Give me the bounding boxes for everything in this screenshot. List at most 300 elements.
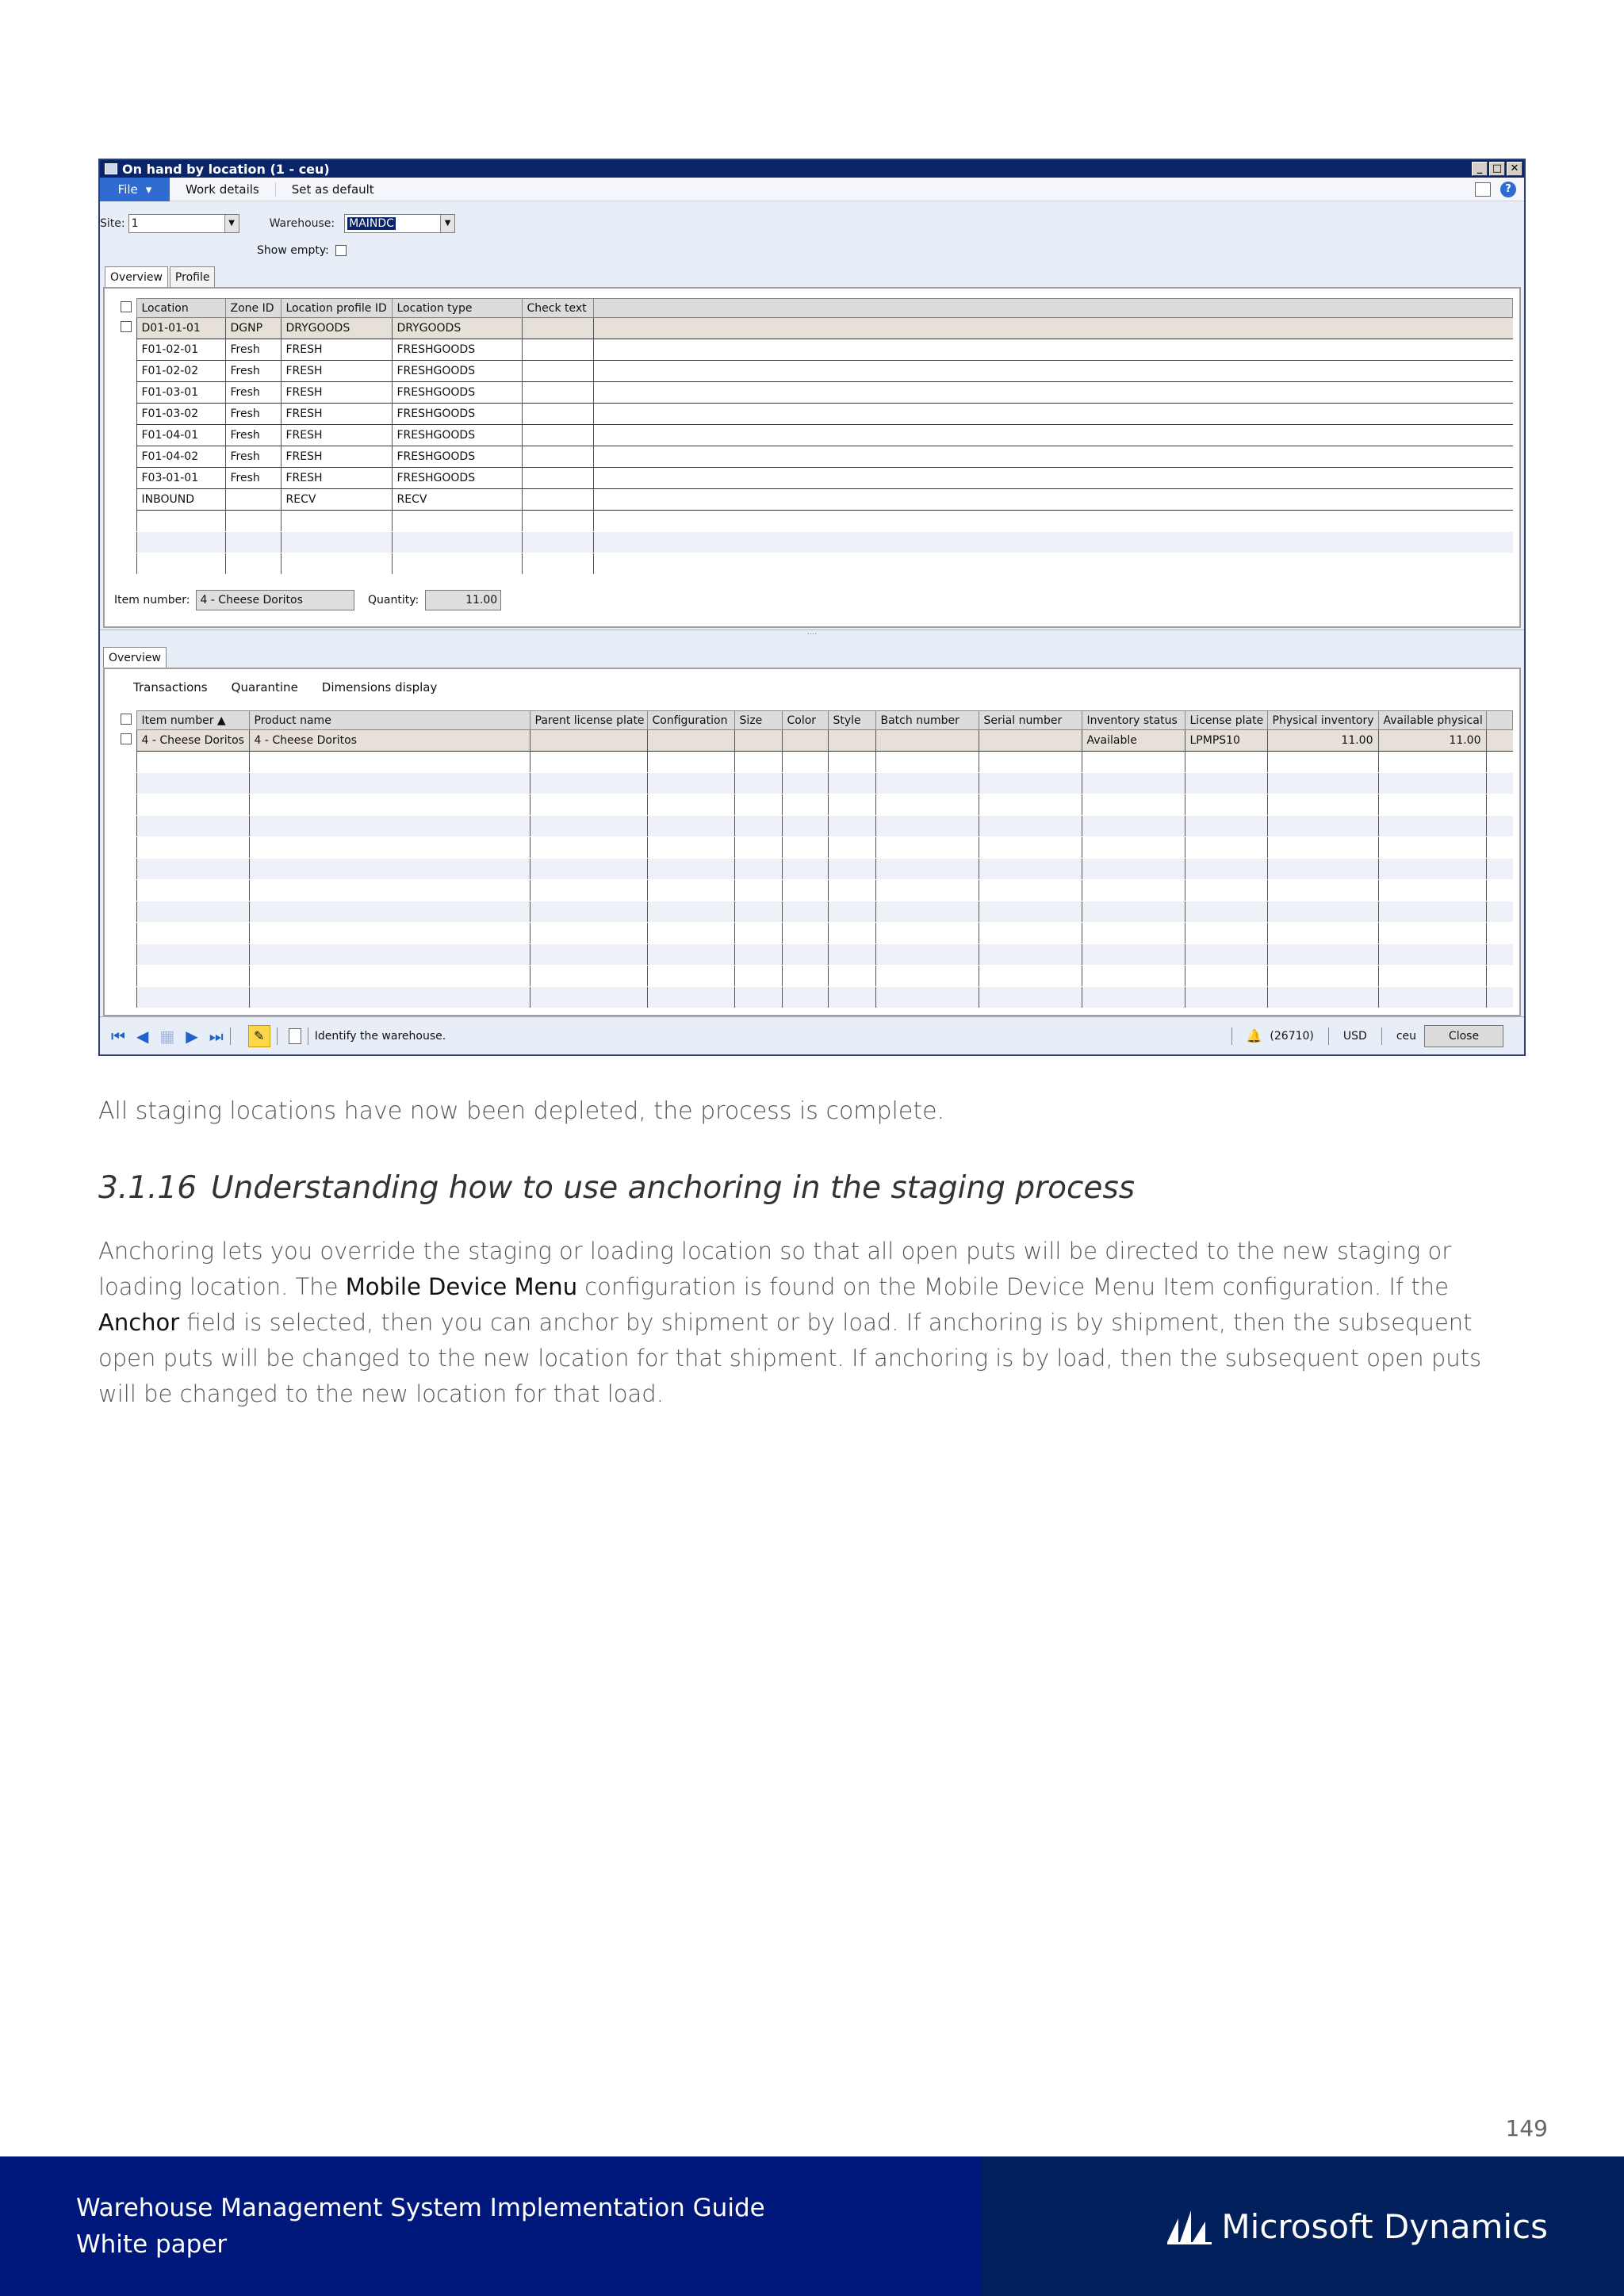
table-cell[interactable] <box>875 837 979 859</box>
table-cell[interactable]: FRESHGOODS <box>392 339 522 361</box>
maximize-icon[interactable]: □ <box>1489 162 1505 176</box>
table-cell[interactable] <box>136 944 249 966</box>
table-cell[interactable] <box>979 794 1082 816</box>
table-cell[interactable]: F01-02-02 <box>136 361 225 382</box>
table-cell[interactable] <box>828 923 875 944</box>
table-cell[interactable] <box>281 511 392 532</box>
table-cell[interactable]: FRESHGOODS <box>392 404 522 425</box>
table-cell[interactable]: LPMPS10 <box>1185 730 1267 752</box>
table-cell[interactable] <box>1378 901 1486 923</box>
table-cell[interactable] <box>136 966 249 987</box>
table-cell[interactable] <box>1378 794 1486 816</box>
table-cell[interactable]: FRESH <box>281 339 392 361</box>
table-cell[interactable]: 4 - Cheese Doritos <box>249 730 530 752</box>
table-cell[interactable] <box>522 361 593 382</box>
table-cell[interactable] <box>530 901 647 923</box>
table-cell[interactable]: FRESHGOODS <box>392 446 522 468</box>
table-cell[interactable] <box>530 773 647 794</box>
table-cell[interactable] <box>828 901 875 923</box>
table-row[interactable] <box>116 730 1513 752</box>
next-record-icon[interactable]: ▶ <box>186 1026 198 1046</box>
table-cell[interactable] <box>875 816 979 837</box>
table-cell[interactable] <box>647 816 734 837</box>
table-cell[interactable] <box>734 880 782 901</box>
table-cell[interactable] <box>875 752 979 773</box>
column-header[interactable]: Location type <box>392 299 522 318</box>
table-cell[interactable] <box>1378 966 1486 987</box>
table-cell[interactable] <box>1267 901 1378 923</box>
table-cell[interactable]: 4 - Cheese Doritos <box>136 730 249 752</box>
bell-icon[interactable]: 🔔 <box>1246 1028 1262 1043</box>
column-header[interactable]: Inventory status <box>1082 711 1185 730</box>
table-cell[interactable]: F01-04-01 <box>136 425 225 446</box>
table-row[interactable] <box>116 489 1513 511</box>
table-cell[interactable] <box>225 532 281 553</box>
table-cell[interactable] <box>1267 752 1378 773</box>
table-cell[interactable]: F01-03-01 <box>136 382 225 404</box>
table-cell[interactable]: FRESH <box>281 404 392 425</box>
table-cell[interactable] <box>1267 923 1378 944</box>
table-cell[interactable]: Fresh <box>225 425 281 446</box>
table-cell[interactable] <box>828 880 875 901</box>
grid-view-icon[interactable]: ▦ <box>159 1026 175 1046</box>
table-cell[interactable]: FRESHGOODS <box>392 382 522 404</box>
table-cell[interactable]: 11.00 <box>1378 730 1486 752</box>
table-cell[interactable]: FRESH <box>281 361 392 382</box>
table-cell[interactable] <box>647 901 734 923</box>
table-cell[interactable] <box>734 773 782 794</box>
table-cell[interactable] <box>828 987 875 1008</box>
table-cell[interactable] <box>979 773 1082 794</box>
table-cell[interactable] <box>1082 901 1185 923</box>
table-cell[interactable]: FRESHGOODS <box>392 425 522 446</box>
table-cell[interactable]: Fresh <box>225 382 281 404</box>
table-cell[interactable] <box>1378 923 1486 944</box>
table-cell[interactable] <box>1378 880 1486 901</box>
table-cell[interactable]: F01-03-02 <box>136 404 225 425</box>
table-cell[interactable] <box>522 446 593 468</box>
tab-overview[interactable]: Overview <box>105 266 168 287</box>
dropdown-arrow-icon[interactable]: ▼ <box>224 215 239 232</box>
table-cell[interactable] <box>647 752 734 773</box>
table-cell[interactable] <box>1267 944 1378 966</box>
last-record-icon[interactable]: ⏭ <box>209 1026 224 1046</box>
table-cell[interactable] <box>249 944 530 966</box>
table-cell[interactable] <box>734 859 782 880</box>
table-cell[interactable] <box>734 966 782 987</box>
help-icon[interactable]: ? <box>1500 182 1516 197</box>
table-cell[interactable]: DRYGOODS <box>392 318 522 339</box>
previous-record-icon[interactable]: ◀ <box>136 1026 149 1046</box>
table-row[interactable] <box>116 339 1513 361</box>
table-cell[interactable] <box>1082 816 1185 837</box>
quarantine-button[interactable]: Quarantine <box>231 680 298 695</box>
table-cell[interactable] <box>522 553 593 575</box>
table-cell[interactable] <box>979 901 1082 923</box>
column-header[interactable]: Available physical <box>1378 711 1486 730</box>
table-cell[interactable]: FRESH <box>281 446 392 468</box>
table-cell[interactable] <box>1267 987 1378 1008</box>
table-cell[interactable] <box>734 730 782 752</box>
table-cell[interactable] <box>782 816 828 837</box>
table-cell[interactable] <box>1082 794 1185 816</box>
table-cell[interactable] <box>828 944 875 966</box>
table-cell[interactable] <box>875 923 979 944</box>
column-header[interactable]: Serial number <box>979 711 1082 730</box>
table-cell[interactable]: FRESHGOODS <box>392 361 522 382</box>
file-menu-button[interactable]: File ▾ <box>100 178 170 201</box>
table-cell[interactable] <box>1185 859 1267 880</box>
table-cell[interactable]: DGNP <box>225 318 281 339</box>
tab-profile[interactable]: Profile <box>170 266 216 287</box>
table-cell[interactable] <box>522 468 593 489</box>
table-cell[interactable] <box>136 837 249 859</box>
table-row[interactable] <box>116 425 1513 446</box>
table-cell[interactable] <box>782 966 828 987</box>
table-cell[interactable] <box>782 880 828 901</box>
table-cell[interactable] <box>1378 837 1486 859</box>
table-cell[interactable] <box>782 794 828 816</box>
table-cell[interactable] <box>249 837 530 859</box>
table-cell[interactable] <box>530 816 647 837</box>
table-cell[interactable] <box>530 859 647 880</box>
layout-icon[interactable] <box>1475 182 1491 197</box>
table-cell[interactable] <box>136 532 225 553</box>
table-cell[interactable] <box>530 837 647 859</box>
table-cell[interactable] <box>1267 816 1378 837</box>
table-cell[interactable] <box>782 773 828 794</box>
select-all-checkbox-cell[interactable] <box>116 711 136 730</box>
table-cell[interactable] <box>782 859 828 880</box>
footer-title-band <box>0 2156 982 2296</box>
table-cell[interactable] <box>392 511 522 532</box>
column-header[interactable]: Configuration <box>647 711 734 730</box>
table-cell[interactable] <box>1082 987 1185 1008</box>
table-cell[interactable] <box>1185 901 1267 923</box>
column-header[interactable]: Zone ID <box>225 299 281 318</box>
column-header[interactable]: Physical inventory <box>1267 711 1378 730</box>
table-cell[interactable] <box>828 837 875 859</box>
table-cell[interactable] <box>647 987 734 1008</box>
table-cell[interactable]: RECV <box>281 489 392 511</box>
table-cell[interactable] <box>647 923 734 944</box>
table-cell[interactable] <box>530 987 647 1008</box>
table-cell[interactable] <box>875 880 979 901</box>
table-cell[interactable] <box>782 944 828 966</box>
column-header[interactable]: Item number ▲ <box>136 711 249 730</box>
table-cell[interactable]: Available <box>1082 730 1185 752</box>
table-cell[interactable] <box>979 944 1082 966</box>
warehouse-select[interactable]: MAINDC ▼ <box>344 214 455 233</box>
table-row[interactable] <box>116 446 1513 468</box>
table-cell[interactable] <box>647 880 734 901</box>
table-cell[interactable] <box>249 773 530 794</box>
table-cell[interactable] <box>782 901 828 923</box>
column-header[interactable]: Size <box>734 711 782 730</box>
table-cell[interactable] <box>1378 987 1486 1008</box>
table-cell[interactable] <box>828 794 875 816</box>
table-cell[interactable] <box>1082 966 1185 987</box>
column-header[interactable]: Check text <box>522 299 593 318</box>
table-cell[interactable] <box>875 773 979 794</box>
table-cell[interactable] <box>828 752 875 773</box>
table-cell[interactable] <box>782 923 828 944</box>
table-cell[interactable] <box>1378 944 1486 966</box>
table-cell[interactable] <box>1378 816 1486 837</box>
table-cell[interactable] <box>647 837 734 859</box>
table-cell[interactable]: FRESHGOODS <box>392 468 522 489</box>
table-cell[interactable] <box>647 730 734 752</box>
table-cell[interactable] <box>392 532 522 553</box>
table-cell[interactable] <box>1082 880 1185 901</box>
table-cell[interactable]: D01-01-01 <box>136 318 225 339</box>
table-cell[interactable] <box>1185 987 1267 1008</box>
table-cell[interactable] <box>734 923 782 944</box>
table-cell[interactable] <box>249 859 530 880</box>
table-cell[interactable] <box>647 944 734 966</box>
table-cell[interactable] <box>1378 773 1486 794</box>
attachment-icon[interactable] <box>289 1028 301 1044</box>
select-all-checkbox[interactable] <box>121 714 132 725</box>
table-cell[interactable] <box>530 923 647 944</box>
table-cell[interactable] <box>734 752 782 773</box>
table-cell[interactable] <box>136 752 249 773</box>
minimize-icon[interactable]: _ <box>1472 162 1488 176</box>
table-cell[interactable] <box>522 425 593 446</box>
table-cell[interactable]: DRYGOODS <box>281 318 392 339</box>
column-header[interactable]: Location profile ID <box>281 299 392 318</box>
table-cell[interactable] <box>1082 923 1185 944</box>
table-row[interactable] <box>116 361 1513 382</box>
table-cell[interactable] <box>530 966 647 987</box>
table-cell[interactable] <box>734 901 782 923</box>
table-cell[interactable] <box>225 489 281 511</box>
table-cell[interactable] <box>530 752 647 773</box>
table-cell[interactable] <box>734 794 782 816</box>
table-cell[interactable]: INBOUND <box>136 489 225 511</box>
table-cell[interactable] <box>1267 880 1378 901</box>
table-cell[interactable] <box>1267 773 1378 794</box>
table-cell[interactable]: FRESH <box>281 382 392 404</box>
table-cell[interactable] <box>249 966 530 987</box>
table-cell[interactable] <box>979 752 1082 773</box>
table-cell[interactable]: Fresh <box>225 339 281 361</box>
table-cell[interactable] <box>979 816 1082 837</box>
table-cell[interactable] <box>530 880 647 901</box>
table-cell[interactable] <box>647 794 734 816</box>
table-row[interactable] <box>116 318 1513 339</box>
table-cell[interactable] <box>522 511 593 532</box>
table-cell[interactable] <box>1185 816 1267 837</box>
table-cell[interactable] <box>530 794 647 816</box>
column-header[interactable]: Style <box>828 711 875 730</box>
close-icon[interactable]: ✕ <box>1507 162 1522 176</box>
currency-indicator[interactable]: USD <box>1342 1029 1367 1043</box>
work-details-button[interactable]: Work details <box>170 182 276 197</box>
table-cell[interactable] <box>782 752 828 773</box>
table-cell[interactable] <box>249 752 530 773</box>
column-header[interactable]: Product name <box>249 711 530 730</box>
column-header[interactable]: Location <box>136 299 225 318</box>
table-cell[interactable] <box>249 987 530 1008</box>
alerts-count[interactable]: (26710) <box>1270 1029 1314 1043</box>
table-cell[interactable] <box>522 404 593 425</box>
first-record-icon[interactable]: ⏮ <box>111 1026 125 1046</box>
table-cell[interactable] <box>1267 966 1378 987</box>
dropdown-arrow-icon[interactable]: ▼ <box>440 215 454 232</box>
table-cell[interactable] <box>249 923 530 944</box>
table-cell[interactable] <box>1185 923 1267 944</box>
table-cell[interactable]: RECV <box>392 489 522 511</box>
table-cell[interactable] <box>522 339 593 361</box>
table-cell[interactable] <box>136 859 249 880</box>
table-cell[interactable] <box>979 880 1082 901</box>
table-cell[interactable] <box>1082 944 1185 966</box>
table-cell[interactable]: Fresh <box>225 446 281 468</box>
table-cell[interactable] <box>136 773 249 794</box>
table-cell[interactable] <box>647 773 734 794</box>
select-all-checkbox-cell[interactable] <box>116 299 136 318</box>
page-footer <box>0 2156 1624 2296</box>
site-select[interactable]: 1 ▼ <box>128 214 239 233</box>
table-cell[interactable] <box>1267 837 1378 859</box>
table-cell[interactable] <box>530 944 647 966</box>
table-cell[interactable] <box>1185 773 1267 794</box>
table-cell[interactable] <box>875 730 979 752</box>
table-cell[interactable] <box>979 923 1082 944</box>
table-cell[interactable] <box>1185 837 1267 859</box>
table-cell[interactable] <box>136 901 249 923</box>
table-cell[interactable] <box>782 837 828 859</box>
table-cell[interactable] <box>136 794 249 816</box>
table-cell[interactable] <box>1267 794 1378 816</box>
column-header[interactable]: License plate <box>1185 711 1267 730</box>
table-cell[interactable] <box>734 837 782 859</box>
table-cell[interactable] <box>392 553 522 575</box>
table-cell[interactable] <box>734 987 782 1008</box>
table-cell[interactable]: Fresh <box>225 361 281 382</box>
footer-brand-band <box>982 2156 1624 2296</box>
table-cell[interactable] <box>249 880 530 901</box>
table-cell[interactable]: Fresh <box>225 404 281 425</box>
table-cell[interactable] <box>1185 880 1267 901</box>
table-cell[interactable]: FRESH <box>281 468 392 489</box>
table-cell[interactable] <box>522 532 593 553</box>
table-cell[interactable] <box>249 901 530 923</box>
tab-overview-bottom[interactable]: Overview <box>103 647 167 668</box>
column-header[interactable]: Batch number <box>875 711 979 730</box>
table-cell[interactable] <box>1082 859 1185 880</box>
close-button[interactable]: Close <box>1424 1025 1503 1047</box>
table-cell[interactable] <box>647 966 734 987</box>
table-cell[interactable] <box>875 859 979 880</box>
table-cell[interactable] <box>136 816 249 837</box>
table-cell[interactable]: 11.00 <box>1267 730 1378 752</box>
table-cell[interactable] <box>828 773 875 794</box>
table-cell[interactable] <box>875 966 979 987</box>
table-cell[interactable]: F01-04-02 <box>136 446 225 468</box>
table-cell[interactable] <box>225 511 281 532</box>
table-cell[interactable]: Fresh <box>225 468 281 489</box>
table-row[interactable] <box>116 468 1513 489</box>
table-cell[interactable] <box>979 987 1082 1008</box>
table-cell[interactable] <box>875 944 979 966</box>
table-cell[interactable]: F01-02-01 <box>136 339 225 361</box>
table-cell[interactable] <box>136 987 249 1008</box>
table-cell[interactable] <box>136 923 249 944</box>
table-cell[interactable] <box>828 730 875 752</box>
company-indicator[interactable]: ceu <box>1396 1029 1416 1043</box>
table-row[interactable] <box>116 382 1513 404</box>
table-cell[interactable] <box>1378 859 1486 880</box>
table-cell[interactable]: FRESH <box>281 425 392 446</box>
table-cell[interactable] <box>1185 752 1267 773</box>
table-cell[interactable] <box>979 859 1082 880</box>
column-header[interactable]: Color <box>782 711 828 730</box>
splitter-handle[interactable]: .... <box>100 629 1524 636</box>
table-cell[interactable] <box>1185 794 1267 816</box>
table-cell[interactable] <box>249 816 530 837</box>
table-cell[interactable] <box>225 553 281 575</box>
show-empty-checkbox[interactable] <box>335 245 347 256</box>
table-cell[interactable] <box>875 901 979 923</box>
table-cell[interactable] <box>281 553 392 575</box>
table-cell[interactable] <box>1185 966 1267 987</box>
row-checkbox[interactable] <box>121 733 132 744</box>
column-header[interactable]: Parent license plate <box>530 711 647 730</box>
transactions-button[interactable]: Transactions <box>133 680 208 695</box>
edit-icon[interactable]: ✎ <box>248 1025 270 1047</box>
table-cell[interactable] <box>522 489 593 511</box>
table-cell[interactable] <box>522 382 593 404</box>
table-cell[interactable] <box>734 816 782 837</box>
table-cell[interactable] <box>136 880 249 901</box>
select-all-checkbox[interactable] <box>121 301 132 312</box>
table-cell[interactable] <box>1082 773 1185 794</box>
table-cell[interactable] <box>828 966 875 987</box>
table-cell[interactable] <box>875 987 979 1008</box>
column-header-filler <box>593 299 1513 318</box>
table-cell[interactable] <box>979 837 1082 859</box>
table-cell[interactable] <box>734 944 782 966</box>
table-cell[interactable] <box>530 730 647 752</box>
table-cell[interactable] <box>782 730 828 752</box>
table-cell[interactable] <box>522 318 593 339</box>
table-cell[interactable]: F03-01-01 <box>136 468 225 489</box>
table-cell[interactable] <box>828 816 875 837</box>
table-cell[interactable] <box>281 532 392 553</box>
table-cell[interactable] <box>1267 859 1378 880</box>
table-cell[interactable] <box>828 859 875 880</box>
table-cell[interactable] <box>1082 837 1185 859</box>
table-cell[interactable] <box>249 794 530 816</box>
table-cell[interactable] <box>979 730 1082 752</box>
dimensions-display-button[interactable]: Dimensions display <box>321 680 438 695</box>
table-cell[interactable] <box>875 794 979 816</box>
section-title: Understanding how to use anchoring in the staging process <box>211 1170 1136 1206</box>
table-cell[interactable] <box>136 553 225 575</box>
table-cell[interactable] <box>1378 752 1486 773</box>
set-as-default-button[interactable]: Set as default <box>291 182 374 197</box>
row-checkbox[interactable] <box>121 321 132 332</box>
table-cell[interactable] <box>782 987 828 1008</box>
table-cell[interactable] <box>1082 752 1185 773</box>
table-row[interactable] <box>116 404 1513 425</box>
table-cell[interactable] <box>979 966 1082 987</box>
table-cell[interactable] <box>136 511 225 532</box>
table-cell[interactable] <box>647 859 734 880</box>
table-cell[interactable] <box>1185 944 1267 966</box>
